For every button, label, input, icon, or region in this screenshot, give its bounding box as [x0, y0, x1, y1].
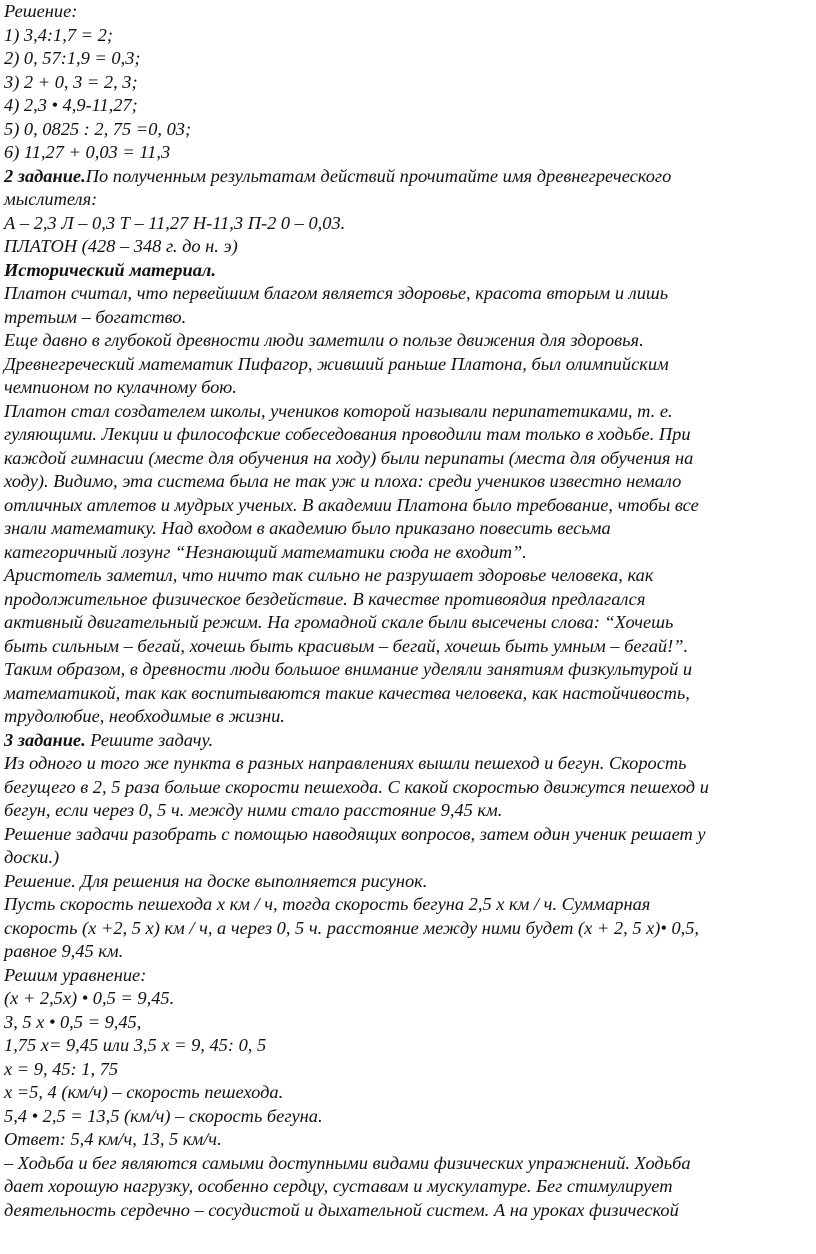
history-line: активный двигательный режим. На громадной скале были высечены слова: “Хочешь [4, 612, 674, 632]
step-line: 5) 0, 0825 : 2, 75 =0, 03; [4, 118, 192, 139]
task3-line: бегун, если через 0, 5 ч. между ними стало расстояние 9,45 км. [4, 800, 503, 820]
history-line: продолжительное физическое бездействие. В качестве противоядия предлагался [4, 588, 646, 609]
history-label: Исторический материал. [4, 259, 216, 280]
task3-line: 1,75 х= 9,45 или 3,5 х = 9, 45: 0, 5 [4, 1035, 267, 1055]
task3-section [4, 729, 804, 1223]
history-line: ходу). Видимо, эта система была не так уж и плоха: среди учеников известно немало [4, 471, 682, 491]
task3-line: 3, 5 х • 0,5 = 9,45, [4, 1011, 142, 1032]
step-line: 1) 3,4:1,7 = 2; [4, 24, 113, 45]
history-line: Платон стал создателем школы, учеников которой называли перипатетиками, т. е. [4, 400, 673, 421]
step-line: 4) 2,3 • 4,9-11,27; [4, 95, 138, 115]
step-line: 6) 11,27 + 0,03 = 11,3 [4, 142, 171, 162]
history-line: Еще давно в глубокой древности люди заметили о пользе движения для здоровья. [4, 330, 644, 350]
history-line: Аристотель заметил, что ничто так сильно не разрушает здоровье человека, как [4, 565, 654, 585]
task3-label-rest: Решите задачу. [85, 729, 214, 750]
task3-line: бегущего в 2, 5 раза больше скорости пешехода. С какой скоростью движутся пешеход и [4, 776, 709, 797]
history-line: Таким образом, в древности люди большое внимание уделяли занятиям физкультурой и [4, 659, 693, 679]
task3-line: Решение задачи разобрать с помощью наводящих вопросов, затем один ученик решает у [4, 823, 706, 844]
task3-line: деятельность сердечно – сосудистой и дыхательной систем. А на уроках физической [4, 1199, 679, 1220]
task3-line: х =5, 4 (км/ч) – скорость пешехода. [4, 1082, 284, 1102]
history-line: гуляющими. Лекции и философские собеседования проводили там только в ходьбе. При [4, 424, 691, 444]
history-line: трудолюбие, необходимые в жизни. [4, 706, 285, 726]
task3-intro [4, 729, 804, 753]
history-line: Древнегреческий математик Пифагор, живший раньше Платона, был олимпийским [4, 353, 669, 374]
task3-line: дает хорошую нагрузку, особенно сердцу, суставам и мускулатуре. Бег стимулирует [4, 1176, 673, 1196]
history-line: категоричный лозунг “Незнающий математики сюда не входит”. [4, 541, 527, 562]
task2-text-cont: мыслителя: [4, 189, 98, 209]
history-line: третьим – богатство. [4, 306, 187, 327]
task3-line: х = 9, 45: 1, 75 [4, 1058, 119, 1079]
task3-line: Решение. Для решения на доске выполняется рисунок. [4, 870, 428, 891]
history-line: отличных атлетов и мудрых ученых. В академии Платона было требование, чтобы все [4, 494, 699, 515]
task2-answer: ПЛАТОН (428 – 348 г. до н. э) [4, 236, 238, 256]
task3-line: Из одного и того же пункта в разных направлениях вышли пешеход и бегун. Скорость [4, 753, 687, 773]
history-line: каждой гимнасии (месте для обучения на ходу) были перипаты (места для обучения на [4, 447, 694, 468]
task3-line: Пусть скорость пешехода х км / ч, тогда скорость бегуна 2,5 х км / ч. Суммарная [4, 894, 651, 914]
task2-section [4, 165, 804, 259]
task3-line: Решим уравнение: [4, 964, 147, 985]
task3-label: 3 задание. [4, 729, 86, 750]
step-line: 3) 2 + 0, 3 = 2, 3; [4, 71, 138, 92]
task2-text: По полученным результатам действий прочитайте имя древнегреческого [85, 165, 672, 186]
task3-line: Ответ: 5,4 км/ч, 13, 5 км/ч. [4, 1129, 222, 1149]
task2-intro [4, 165, 804, 189]
task3-line: скорость (х +2, 5 х) км / ч, а через 0, 5 ч. расстояние между ними будет (х + 2, 5 х)• 0,5, [4, 917, 700, 938]
steps-list [4, 24, 804, 165]
task3-line: – Ходьба и бег являются самыми доступными видами физических упражнений. Ходьба [4, 1152, 691, 1173]
task2-label: 2 задание. [4, 165, 86, 186]
solution-title: Решение: [4, 1, 78, 21]
task3-line: доски.) [4, 847, 60, 867]
task3-line: 5,4 • 2,5 = 13,5 (км/ч) – скорость бегуна. [4, 1105, 323, 1126]
history-section [4, 259, 804, 729]
task2-code: А – 2,3 Л – 0,3 Т – 11,27 Н-11,3 П-2 0 – 0,03. [4, 212, 346, 233]
step-line: 2) 0, 57:1,9 = 0,3; [4, 48, 141, 68]
history-line: быть сильным – бегай, хочешь быть красивым – бегай, хочешь быть умным – бегай!”. [4, 635, 689, 656]
task3-line: равное 9,45 км. [4, 941, 124, 961]
history-line: Платон считал, что первейшим благом является здоровье, красота вторым и лишь [4, 283, 669, 303]
task3-line: (х + 2,5х) • 0,5 = 9,45. [4, 988, 175, 1008]
history-line: чемпионом по кулачному бою. [4, 377, 237, 397]
history-line: математикой, так как воспитываются такие качества человека, как настойчивость, [4, 682, 690, 703]
history-line: знали математику. Над входом в академию было приказано повесить весьма [4, 518, 611, 538]
